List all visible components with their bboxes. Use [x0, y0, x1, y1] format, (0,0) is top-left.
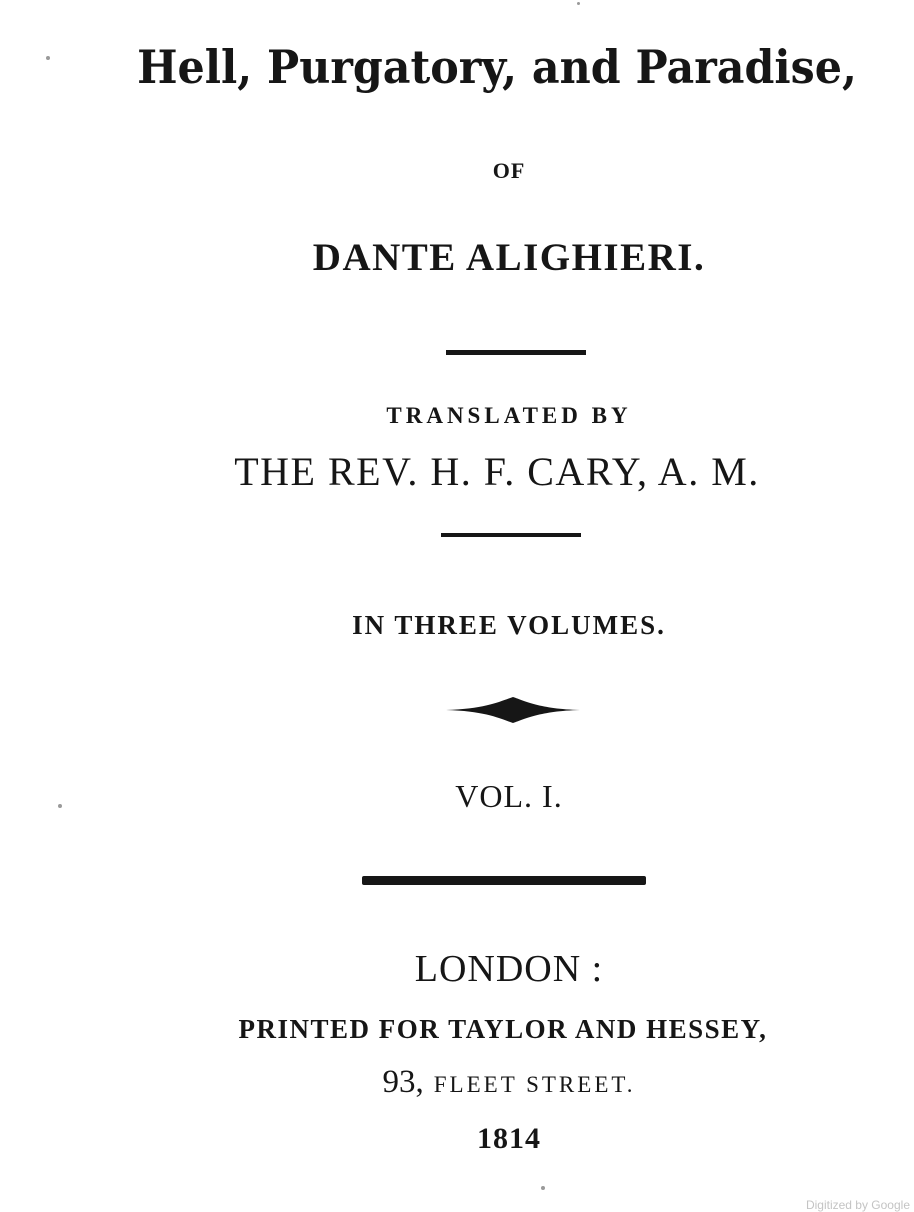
imprint-year: 1814: [477, 1122, 541, 1155]
volume-count: IN THREE VOLUMES.: [352, 610, 666, 640]
imprint-city: LONDON :: [414, 948, 604, 990]
paper-speck: [58, 804, 62, 808]
divider-rule: [446, 350, 586, 355]
author-name: DANTE ALIGHIERI.: [312, 236, 706, 279]
digitized-watermark: Digitized by Google: [805, 1198, 910, 1212]
imprint-address: [52, 1066, 914, 1099]
translator-name: THE REV. H. F. CARY, A. M.: [234, 449, 760, 494]
diamond-ornament-icon: [446, 697, 580, 723]
paper-speck: [46, 56, 50, 60]
address-street: FLEET STREET.: [433, 1072, 636, 1097]
address-number: 93,: [382, 1064, 424, 1100]
book-title: Hell, Purgatory, and Paradise,: [137, 40, 857, 94]
imprint-printer: PRINTED FOR TAYLOR AND HESSEY,: [238, 1014, 768, 1044]
volume-number: VOL. I.: [455, 778, 563, 814]
translated-by-label: TRANSLATED BY: [386, 403, 632, 428]
divider-rule: [441, 533, 581, 537]
thick-divider-rule: [362, 876, 646, 885]
paper-speck: [541, 1186, 545, 1190]
of-label: OF: [492, 158, 526, 183]
paper-speck: [577, 2, 580, 5]
